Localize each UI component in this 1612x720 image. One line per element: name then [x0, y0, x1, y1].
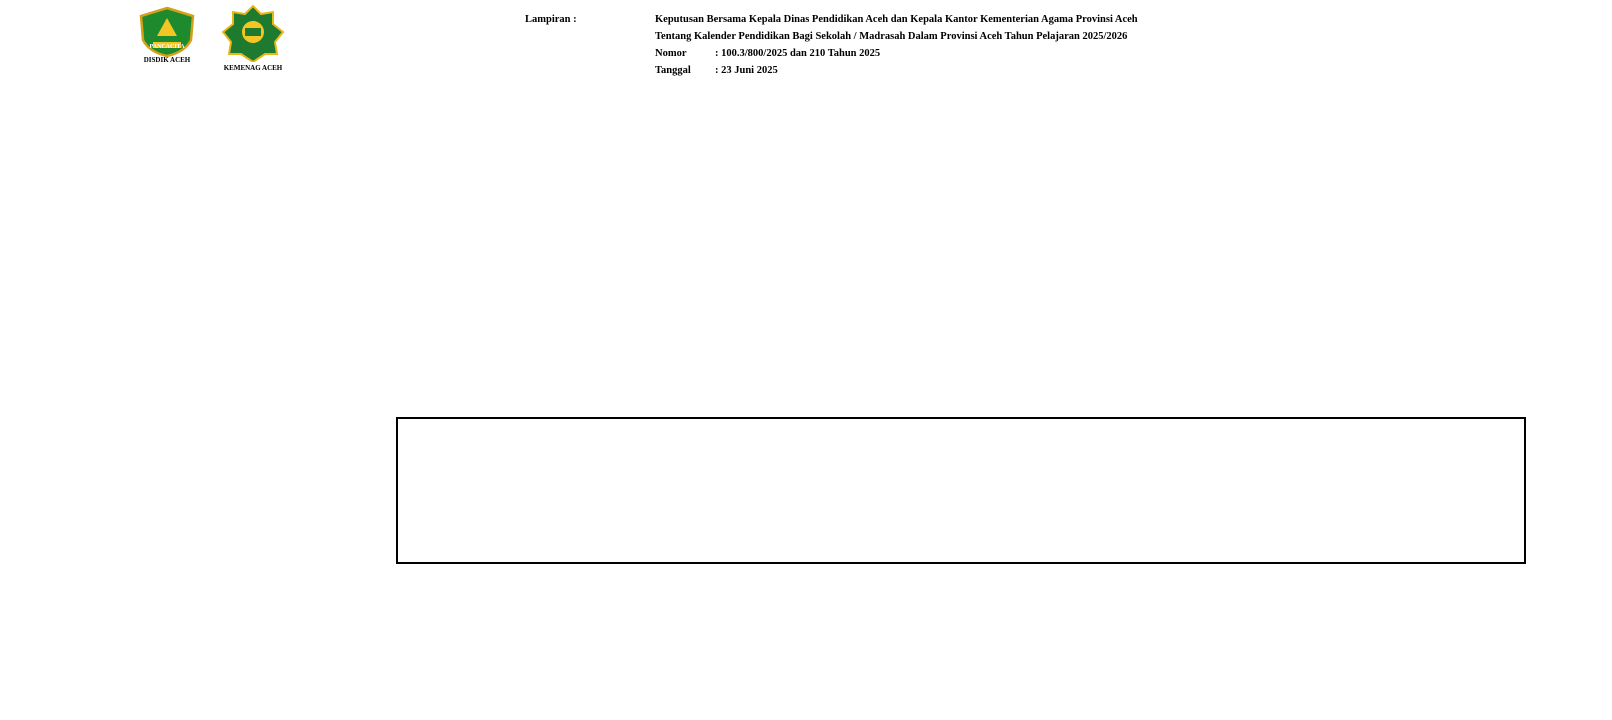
header-title-line1: Keputusan Bersama Kepala Dinas Pendidikan Aceh dan Kepala Kantor Kementerian Agama Provinsi Aceh: [655, 14, 1138, 25]
kemenag-aceh-logo: [218, 4, 288, 72]
kemenag-aceh-label: KEMENAG ACEH: [223, 64, 283, 72]
nomor-label: Nomor: [655, 48, 687, 59]
header-title-line2: Tentang Kalender Pendidikan Bagi Sekolah / Madrasah Dalam Provinsi Aceh Tahun Pelajaran 2025/2026: [655, 31, 1128, 42]
pancacita-text: PANCACITA: [149, 44, 185, 50]
lampiran-label: Lampiran :: [525, 14, 577, 25]
legend-box: [396, 417, 1526, 564]
kemenag-emblem-icon: [221, 4, 285, 62]
disdik-aceh-label: DISDIK ACEH: [143, 56, 191, 64]
tanggal-label: Tanggal: [655, 65, 691, 76]
shield-emblem-icon: [137, 6, 197, 58]
disdik-aceh-logo: [134, 6, 200, 64]
nomor-value: : 100.3/800/2025 dan 210 Tahun 2025: [715, 48, 881, 59]
tanggal-value: : 23 Juni 2025: [715, 65, 778, 76]
